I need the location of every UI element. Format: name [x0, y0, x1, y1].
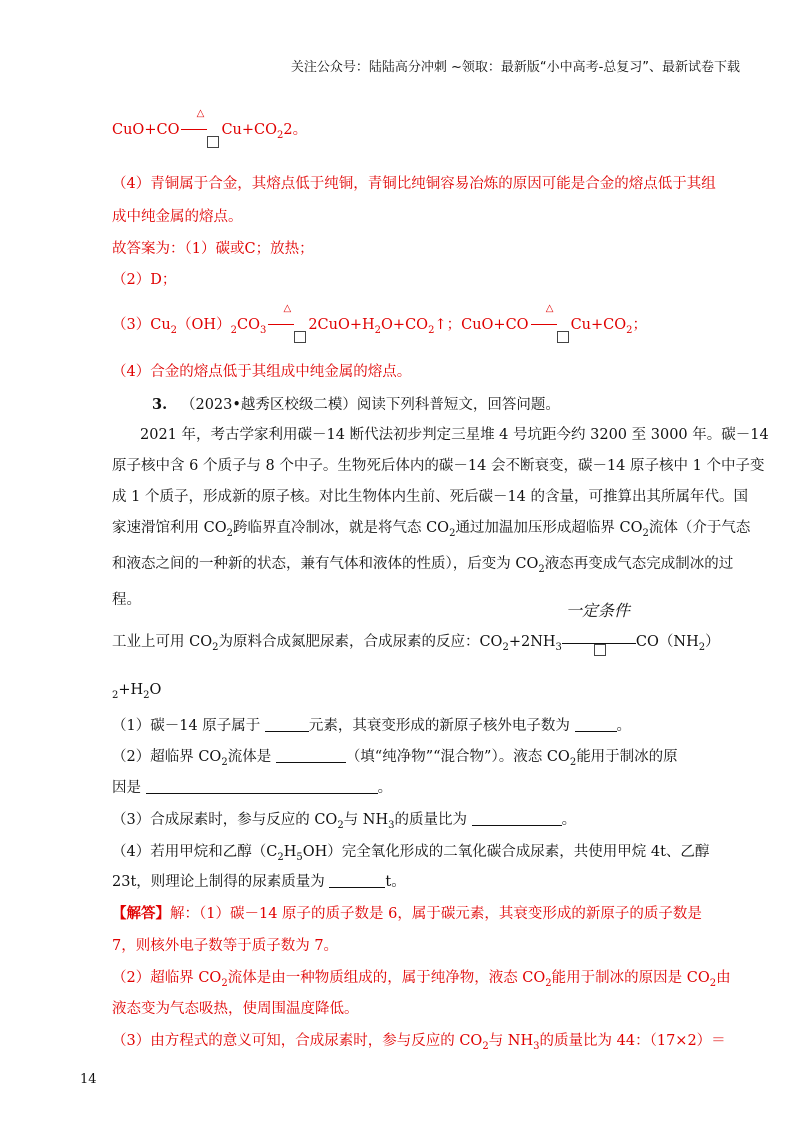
solution-2: （2）超临界 $CO_2$流体是由一种物质组成的，属于纯净物，液态 $CO_2$能用于制冰的原因是 $CO_2$由 [112, 970, 731, 989]
subquestion-4: （4）若用甲烷和乙醇$(C_2H_5OH)$完全氧化形成的二氧化碳合成尿素，共使用甲烷 4t、乙醇 [112, 844, 710, 863]
question-3-heading: 3. （2023•越秀区校级二模）阅读下列科普短文，回答问题。 [152, 396, 560, 413]
answer-blank[interactable] [276, 762, 346, 763]
top-equation: CuO+CO △ $Cu+CO_22$。 [112, 118, 307, 148]
urea-reaction-cont: $_2+H_2O$ [112, 682, 162, 701]
subquestion-2-cont: 因是 。 [112, 780, 393, 796]
page-header: 关注公众号：陆陆高分冲刺 ~领取：最新版“小中高考-总复习”、最新试卷下载 [290, 60, 740, 75]
subquestion-4-cont: 23t，则理论上制得的尿素质量为 t。 [112, 874, 406, 890]
answer-intro: 故答案为：（1）碳或C；放热； [112, 241, 314, 257]
answer-blank[interactable] [146, 793, 378, 794]
item4-line2: 成中纯金属的熔点。 [112, 209, 243, 225]
solution-3: （3）由方程式的意义可知，合成尿素时，参与反应的 $CO_2$与 $NH_3$的质量比为 44：（17×2）＝ [112, 1033, 726, 1052]
page-number: 14 [80, 1072, 97, 1087]
answer-blank[interactable] [575, 731, 617, 732]
solution-2-cont: 液态变为气态吸热，使周围温度降低。 [112, 1001, 359, 1017]
subquestion-2: （2）超临界 $CO_2$流体是 （填“纯净物”“混合物”）。液态 $CO_2$能用于制冰的原 [112, 749, 678, 768]
subquestion-3: （3）合成尿素时，参与反应的 $CO_2$与 $NH_3$的质量比为 。 [112, 812, 577, 831]
answer-4: （4）合金的熔点低于其组成中纯金属的熔点。 [112, 364, 412, 380]
answer-blank[interactable] [329, 887, 385, 888]
answer-2: （2）D； [112, 272, 177, 288]
question-3-passage: 2021 年，考古学家利用碳－14 断代法初步判定三星堆 4 号坑距今约 3200 至 3000 年。碳－14 原子核中含 6 个质子与 8 个中子。生物死后体内的碳－14 会不断衰变，碳－14 原子核中 1 个中子变 成 1 个质子，形成新的原子核。对比生物体内生前、死后碳－14 的含量，可推算出其所属年代。国 家速滑馆利用 $CO_2$跨临界直冷制冰，就是将气态 $CO_2$通过加温加压形成超临界 $CO_2$流体（介于气态 和液态之间的一种新的状态，兼有气体和液体的性质），后变为 $CO_2$液态再变成气态完成制冰的过 程。 [112, 427, 769, 608]
subquestion-1: （1）碳－14 原子属于 元素，其衰变形成的新原子核外电子数为 。 [112, 718, 632, 734]
item4-line1: （4）青铜属于合金，其熔点低于纯铜，青铜比纯铜容易冶炼的原因可能是合金的熔点低于其组 [112, 176, 716, 192]
answer-3: $(3)Cu_2(OH)_2CO_3$ △ $2CuO+H_2O+CO_2↑$；CuO+CO △ $Cu+CO_2$； [112, 313, 647, 343]
solution-1-cont: 7，则核外电子数等于质子数为 7。 [112, 938, 339, 954]
solution-1: 【解答】解：（1）碳－14 原子的质子数是 6，属于碳元素，其衰变形成的新原子的质子数是 [112, 905, 702, 922]
answer-blank[interactable] [472, 825, 562, 826]
urea-reaction-line: 工业上可用 $CO_2$为原料合成氮肥尿素，合成尿素的反应：$CO_2+2NH_3$ 一定条件 $CO(NH_2)$ [112, 630, 720, 653]
answer-blank[interactable] [265, 731, 309, 732]
